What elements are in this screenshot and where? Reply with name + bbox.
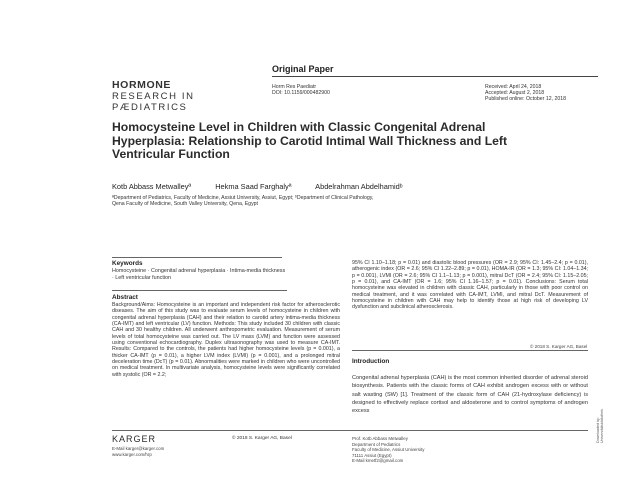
publisher-web[interactable]: www.karger.com/hrp — [112, 451, 152, 457]
publisher-email[interactable]: E-Mail karger@karger.com — [112, 446, 165, 451]
journal-name-line1: HORMONE — [112, 79, 172, 91]
journal-name-line3: PÆDIATRICS — [112, 102, 188, 113]
correspondence-line: 71111 Assiut (Egypt) — [352, 452, 392, 458]
download-stamp — [596, 405, 620, 443]
abstract-copyright: © 2018 S. Karger AG, Basel — [530, 344, 588, 349]
journal-citation: Horm Res Paediatr — [272, 84, 317, 90]
journal-reference — [272, 84, 330, 96]
journal-logo — [112, 80, 262, 113]
date-accepted: Accepted: August 2, 2018 — [485, 90, 545, 97]
keywords-heading: Keywords — [112, 260, 143, 267]
introduction-heading: Introduction — [352, 358, 390, 365]
article-title: Homocysteine Level in Children with Classic Congenital Adrenal Hyperplasia: Relationship to Carotid Intimal Wall Thickness and Left Ventricular Function — [112, 120, 508, 162]
affiliations — [112, 195, 592, 208]
correspondence-line: Prof. Kotb Abbass Metwalley — [352, 436, 408, 441]
abstract-text: Background/Aims: Homocysteine is an important and independent risk factor for atherosclerotic diseases. The aim of this study was to evaluate serum levels of homocysteine in children with congenital adrenal hyperplasia (CAH) and their relation to carotid artery intima-media thickness (CA-IMT) and left ventricular (LV) function. Methods: This study included 30 children with classic CAH and 30 healthy children. All underwent anthropometric evaluation. Measurement of serum levels of total homocysteine was carried out. The LV mass (LVM) and function were assessed using conventional echocardiography. Duplex ultrasonography was used to measure CA-IMT. Results: Compared to the controls, the patients had higher homocysteine levels (p = 0.001), a thicker CA-IMT (p = 0.01), a higher LVM index (LVMI) (p = 0.001), and a prolonged mitral deceleration time (DcT) (p = 0.01). Abnormalities were marked in children who were uncontrolled on medical treatment. In multivariate analysis, homocysteine levels were significantly correlated with systolic (OR = 2.2; — [112, 302, 340, 378]
journal-name-line2: RESEARCH IN — [112, 91, 195, 102]
introduction-rule — [352, 350, 588, 351]
author-list — [112, 182, 592, 191]
article-type-label: Original Paper — [272, 64, 334, 74]
correspondence-email[interactable]: E-Mail kmetf2@gmail.com — [352, 458, 404, 464]
article-dates — [485, 84, 566, 103]
doi[interactable]: DOI: 10.1159/000482900 — [272, 90, 330, 97]
author-name: Abdelrahman Abdelhamidᵇ — [315, 182, 403, 191]
affiliation-line: ªDepartment of Pediatrics, Faculty of Medicine, Assiut University, Assiut, Egypt; ᵇDepartment of Clinical Pathology, — [112, 195, 374, 201]
correspondence-line: Faculty of Medicine, Assiut University — [352, 447, 425, 453]
date-published: Published online: October 12, 2018 — [485, 96, 567, 103]
correspondence-line: Department of Pediatrics — [352, 441, 401, 447]
abstract-rule — [112, 290, 287, 291]
author-name: Kotb Abbass Metwalleyª — [112, 182, 192, 191]
publisher-logo: KARGER — [112, 434, 157, 444]
abstract-heading: Abstract — [112, 294, 138, 301]
header-rule — [272, 76, 598, 77]
footer-copyright: © 2018 S. Karger AG, Basel — [232, 436, 292, 441]
keywords-rule — [112, 257, 282, 258]
download-stamp-text: Downloaded by: Universitätsbibliothek — [596, 409, 605, 443]
keywords-text: Homocysteine · Congenital adrenal hyperplasia · Intima-media thickness · Left ventricular function — [112, 268, 286, 281]
abstract-continued: 95% CI 1.10–1.18; p = 0.01) and diastolic blood pressures (OR = 2.9; 95% CI: 1.45–2.4; p = 0.01), atherogenic index (OR = 2.6; 95% CI 1.22–2.89; p = 0.01), HOMA-IR (OR = 1.3; 95% CI: 1.04–1.34; p = 0.001), LVMI (OR = 2.6; 95% CI 1.1–1.13; p = 0.001), mitral DcT (OR = 2.4; 95% CI: 1.15–2.05; p = 0.01), and CA-IMT (OR = 1.6; 95% CI 1.16–1.57; p = 0.01). Conclusions: Serum total homocysteine was elevated in children with classic CAH, particularly in those with poor control on medical treatment, and it was correlated with CA-IMT, LVMI, and mitral DcT. Measurement of homocysteine in children with CAH may help to identify those at high risk of developing LV dysfunction and subclinical atherosclerosis. — [352, 260, 588, 311]
publisher-contact — [112, 446, 164, 457]
date-received: Received: April 24, 2018 — [485, 84, 542, 90]
correspondence-block — [352, 436, 532, 464]
affiliation-line: Qena Faculty of Medicine, South Valley University, Qena, Egypt — [112, 201, 258, 208]
footer-rule — [112, 430, 588, 431]
author-name: Hekma Saad Farghalyª — [215, 182, 292, 191]
introduction-text: Congenital adrenal hyperplasia (CAH) is the most common inherited disorder of adrenal steroid biosynthesis. Patients with the classic forms of CAH exhibit androgen excess with or without salt wasting (SW) [1]. Treatment of the classic form of CAH (21-hydroxylase deficiency) is designed to effectively replace cortisol and aldosterone and to control symptoms of androgen excess — [352, 375, 588, 415]
